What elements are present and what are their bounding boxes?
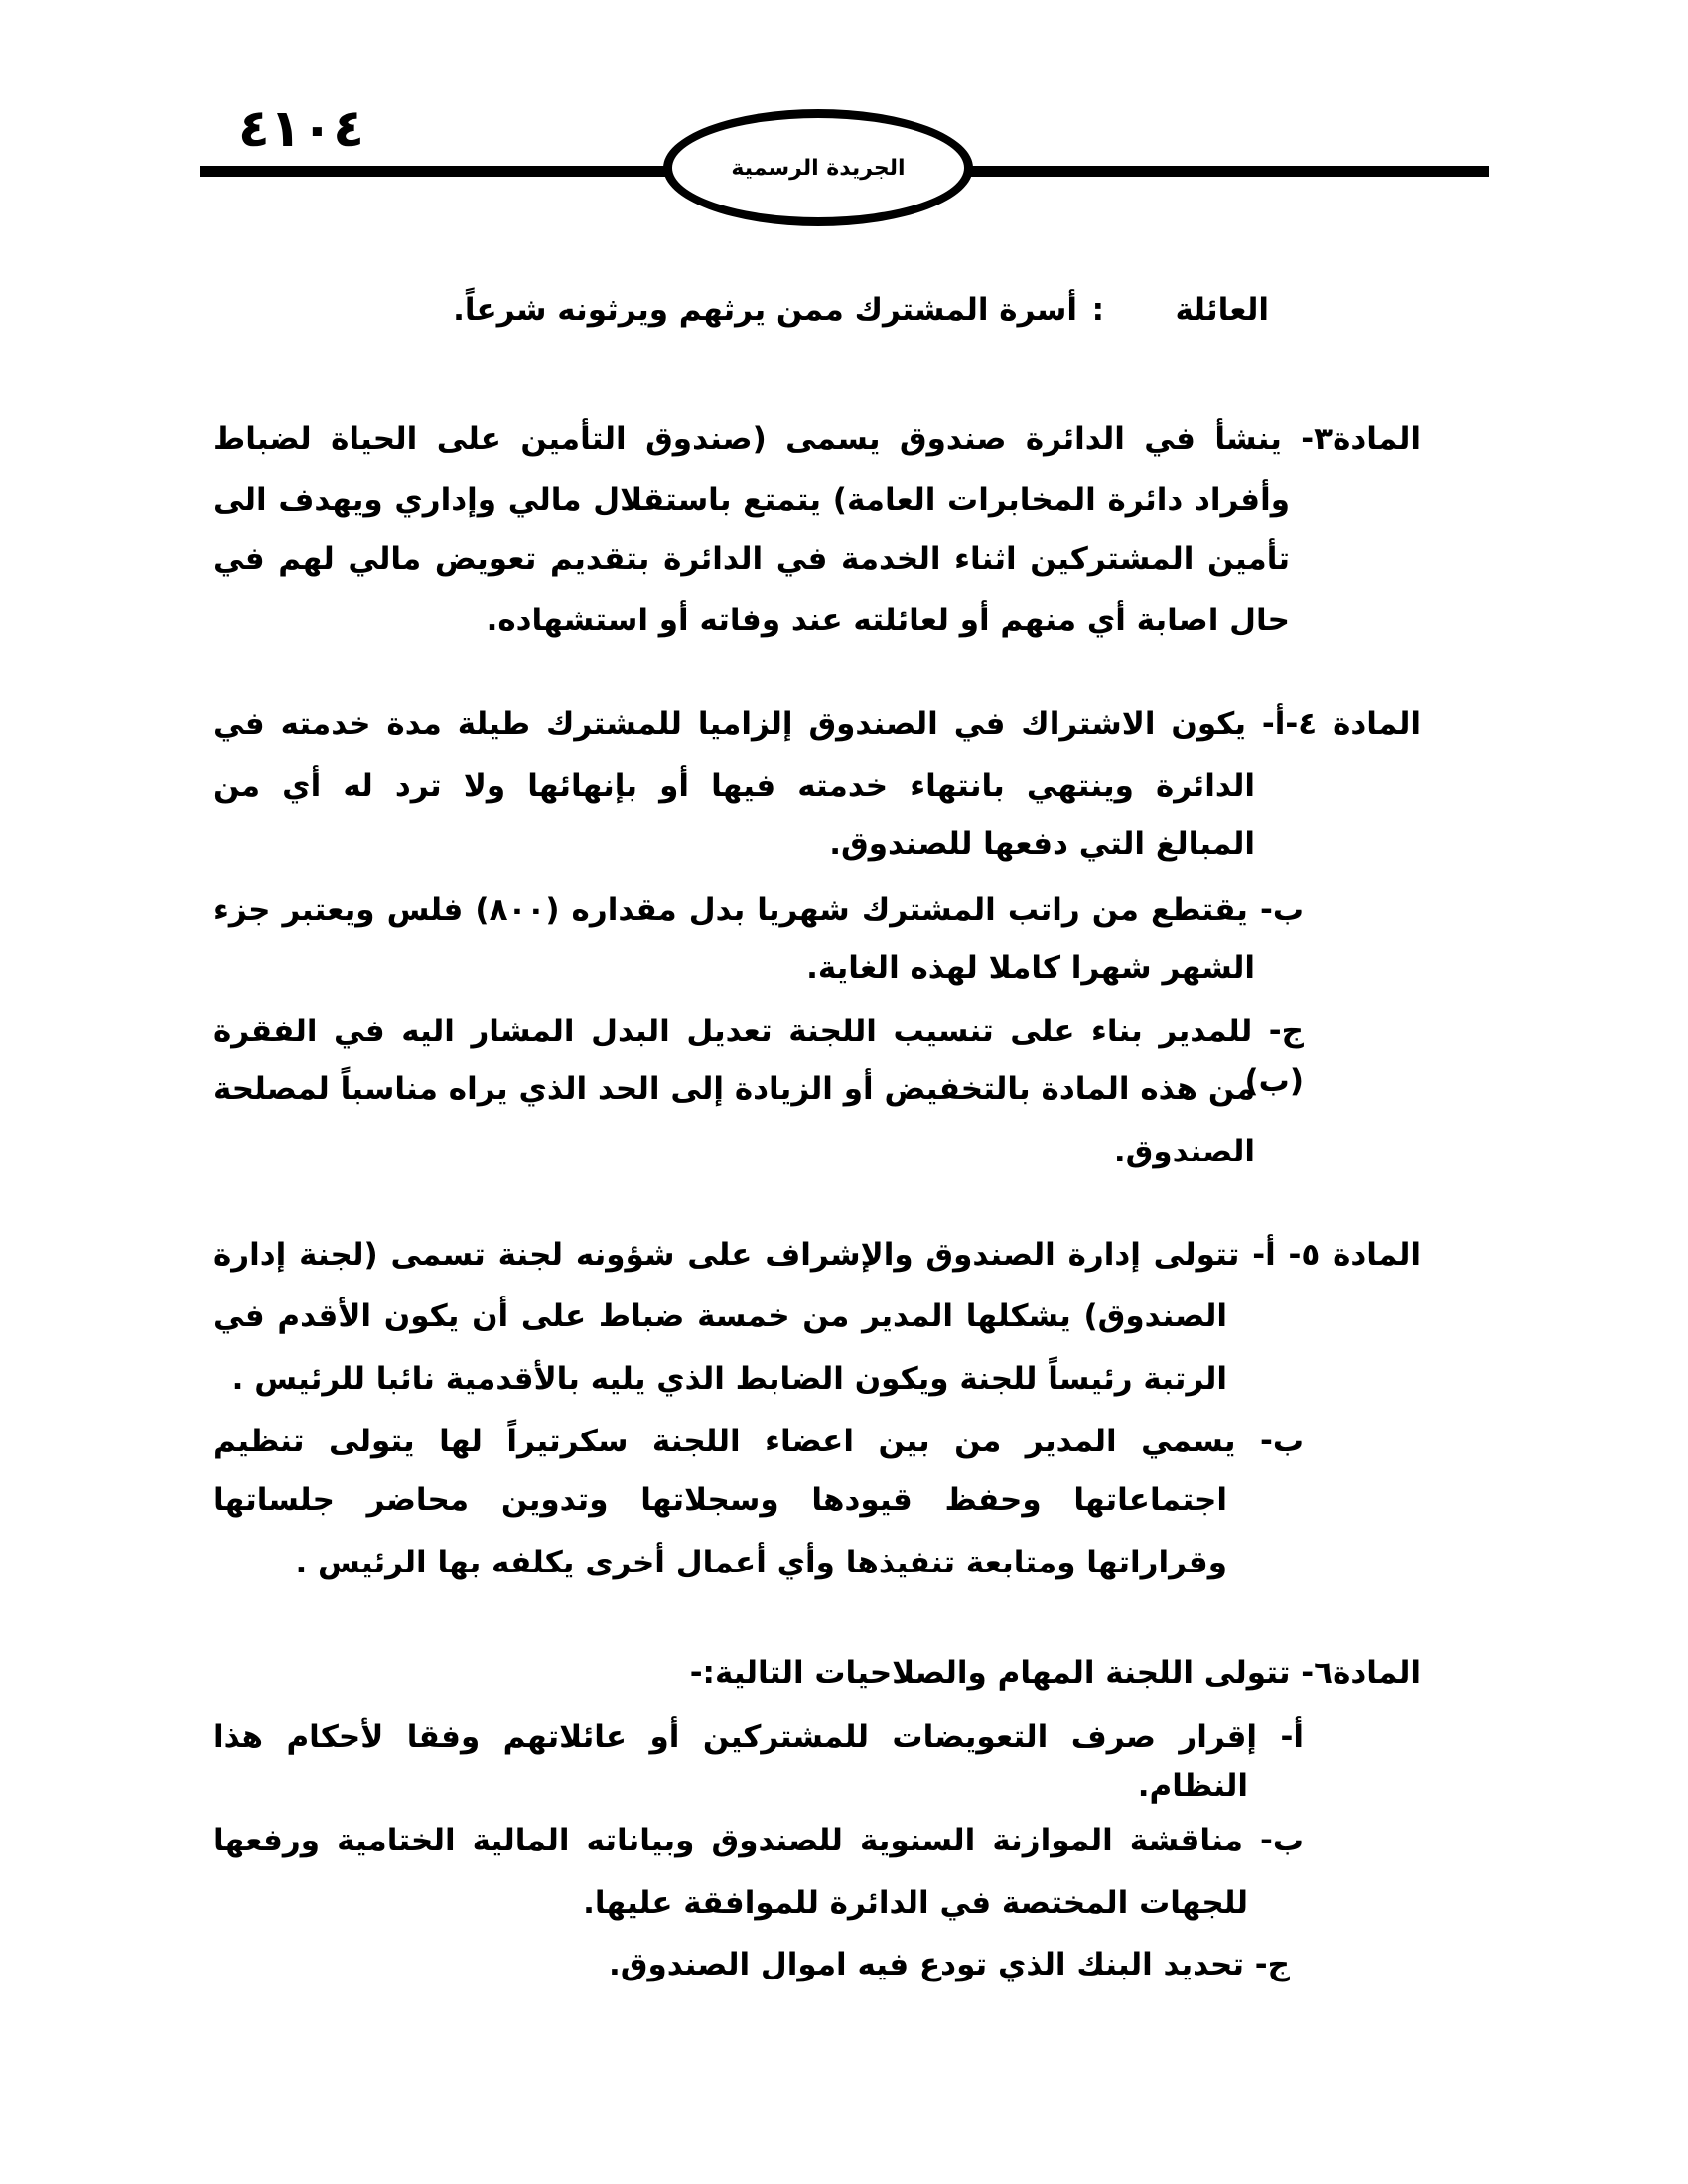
article-4-line: من هذه المادة بالتخفيض أو الزيادة إلى الحد الذي يراه مناسباً لمصلحة: [213, 1071, 1255, 1107]
article-4-line: الدائرة وينتهي بانتهاء خدمته فيها أو بإنهائها ولا ترد له أي من: [213, 768, 1255, 804]
article-4-line: ب- يقتطع من راتب المشترك شهريا بدل مقداره (٨٠٠) فلس ويعتبر جزء: [213, 892, 1304, 928]
article-3-line: تأمين المشتركين اثناء الخدمة في الدائرة بتقديم تعويض مالي لهم في: [213, 541, 1290, 577]
definition-separator: :: [1091, 292, 1104, 328]
article-5-line: الصندوق) يشكلها المدير من خمسة ضباط على أن يكون الأقدم في: [213, 1298, 1227, 1334]
article-3-line: وأفراد دائرة المخابرات العامة) يتمتع باستقلال مالي وإداري ويهدف الى: [213, 482, 1290, 518]
article-5-line: وقراراتها ومتابعة تنفيذها وأي أعمال أخرى يكلفه بها الرئيس .: [295, 1545, 1227, 1580]
article-6-line: ب- مناقشة الموازنة السنوية للصندوق وبياناته المالية الختامية ورفعها: [213, 1823, 1304, 1858]
article-4-line: المادة ٤-أ- يكون الاشتراك في الصندوق إلزاميا للمشترك طيلة مدة خدمته في: [213, 706, 1421, 742]
article-5-line: اجتماعاتها وحفظ قيودها وسجلاتها وتدوين محاضر جلساتها: [213, 1482, 1227, 1518]
article-3-line: حال اصابة أي منهم أو لعائلته عند وفاته أو استشهاده.: [486, 603, 1290, 638]
article-6-line: النظام.: [1137, 1768, 1248, 1804]
article-5-line: الرتبة رئيساً للجنة ويكون الضابط الذي يليه بالأقدمية نائبا للرئيس .: [231, 1361, 1227, 1397]
article-4-line: الشهر شهرا كاملا لهذه الغاية.: [806, 950, 1255, 986]
gazette-seal: [663, 109, 973, 226]
article-5-line: ب- يسمي المدير من بين اعضاء اللجنة سكرتيراً لها يتولى تنظيم: [213, 1424, 1304, 1459]
article-3-line: المادة٣- ينشأ في الدائرة صندوق يسمى (صندوق التأمين على الحياة لضباط: [213, 421, 1421, 457]
page-number: ٤١٠٤: [238, 99, 364, 159]
article-6-line: ج- تحديد البنك الذي تودع فيه اموال الصندوق.: [608, 1947, 1290, 1982]
publication-title: الجريدة الرسمية: [731, 155, 906, 181]
definition-term: العائلة: [1175, 292, 1269, 328]
article-4-line: الصندوق.: [1113, 1134, 1255, 1169]
article-4-line: ج- للمدير بناء على تنسيب اللجنة تعديل البدل المشار اليه في الفقرة (ب): [213, 1014, 1304, 1099]
definition-text: أسرة المشترك ممن يرثهم ويرثونه شرعاً.: [453, 292, 1077, 328]
article-6-line: المادة٦- تتولى اللجنة المهام والصلاحيات التالية:-: [689, 1655, 1421, 1691]
article-6-line: أ- إقرار صرف التعويضات للمشتركين أو عائلاتهم وفقا لأحكام هذا: [213, 1719, 1304, 1755]
article-4-line: المبالغ التي دفعها للصندوق.: [829, 826, 1255, 862]
article-6-line: للجهات المختصة في الدائرة للموافقة عليها.: [583, 1885, 1248, 1921]
article-5-line: المادة ٥- أ- تتولى إدارة الصندوق والإشراف على شؤونه لجنة تسمى (لجنة إدارة: [213, 1237, 1421, 1273]
